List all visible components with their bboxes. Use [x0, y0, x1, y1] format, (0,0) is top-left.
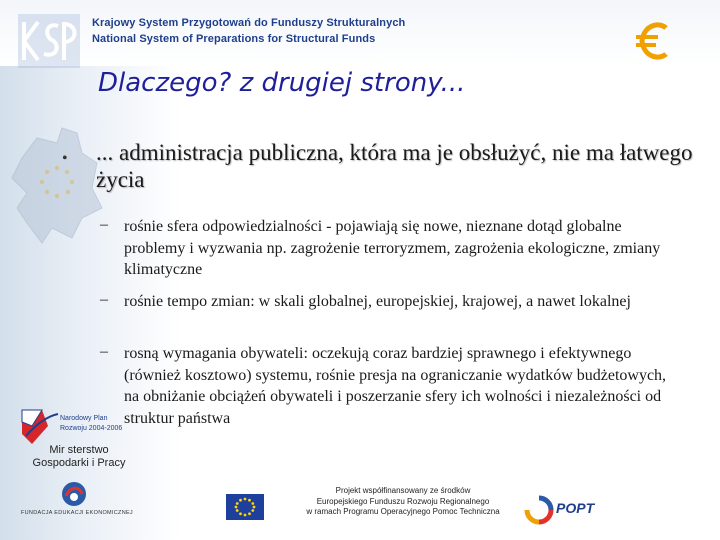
footer-cofinancing-text	[278, 486, 528, 518]
footer-line-3: w ramach Programu Operacyjnego Pomoc Techniczna	[306, 507, 500, 516]
popt-label: POPT	[556, 500, 595, 516]
footer-line-1: Projekt współfinansowany ze środków	[335, 486, 471, 495]
ministry-line-1: Mir sterstwo	[49, 444, 109, 456]
svg-text:Rozwoju 2004-2006: Rozwoju 2004-2006	[60, 425, 123, 432]
header-title-en: National System of Preparations for Structural Funds	[92, 33, 376, 45]
eu-flag-icon	[226, 494, 264, 520]
header-title-pl: Krajowy System Przygotowań do Funduszy Strukturalnych	[92, 17, 406, 29]
ministry-label	[25, 444, 133, 470]
sub-bullet-2: rośnie tempo zmian: w skali globalnej, europejskiej, krajowej, a nawet lokalnej	[124, 293, 631, 310]
narodowy-plan-rozwoju-logo-icon	[18, 404, 126, 448]
sub-bullet-1: rośnie sfera odpowiedzialności - pojawiają się nowe, nieznane dotąd globalne problemy i wyzwania np. zagrożenie terroryzmem, zagrożenia ekologiczne, zmiany klimatyczne	[124, 218, 661, 278]
svg-text:Narodowy Plan: Narodowy Plan	[60, 415, 108, 422]
footer-line-2: Europejskiego Funduszu Rozwoju Regionalnego	[316, 496, 490, 506]
sub-bullet-dash: –	[100, 291, 108, 308]
euro-icon	[632, 20, 674, 62]
sub-bullet-dash: –	[100, 216, 108, 233]
foundation-logo-icon	[60, 480, 88, 508]
ministry-line-2: Gospodarki i Pracy	[32, 457, 126, 469]
bullet-dot: •	[62, 150, 68, 167]
popt-logo-icon	[524, 495, 554, 525]
ksp-logo-icon	[18, 14, 80, 68]
sub-bullet-3: rosną wymagania obywateli: oczekują coraz bardziej sprawnego i efektywnego (również kosztowo) systemu, rośnie presja na ograniczanie wydatków budżetowych, na obniżanie obciążeń obywateli i poszerzanie sfery ich wolności i niezależności od struktur państwa	[124, 345, 667, 427]
main-bullet: ... administracja publiczna, która ma je obsłużyć, nie ma łatwego życia	[96, 140, 693, 192]
foundation-label: FUNDACJA EDUKACJI EKONOMICZNEJ	[21, 510, 133, 516]
sub-bullet-dash: –	[100, 343, 108, 360]
slide-title: Dlaczego? z drugiej strony...	[98, 68, 466, 98]
